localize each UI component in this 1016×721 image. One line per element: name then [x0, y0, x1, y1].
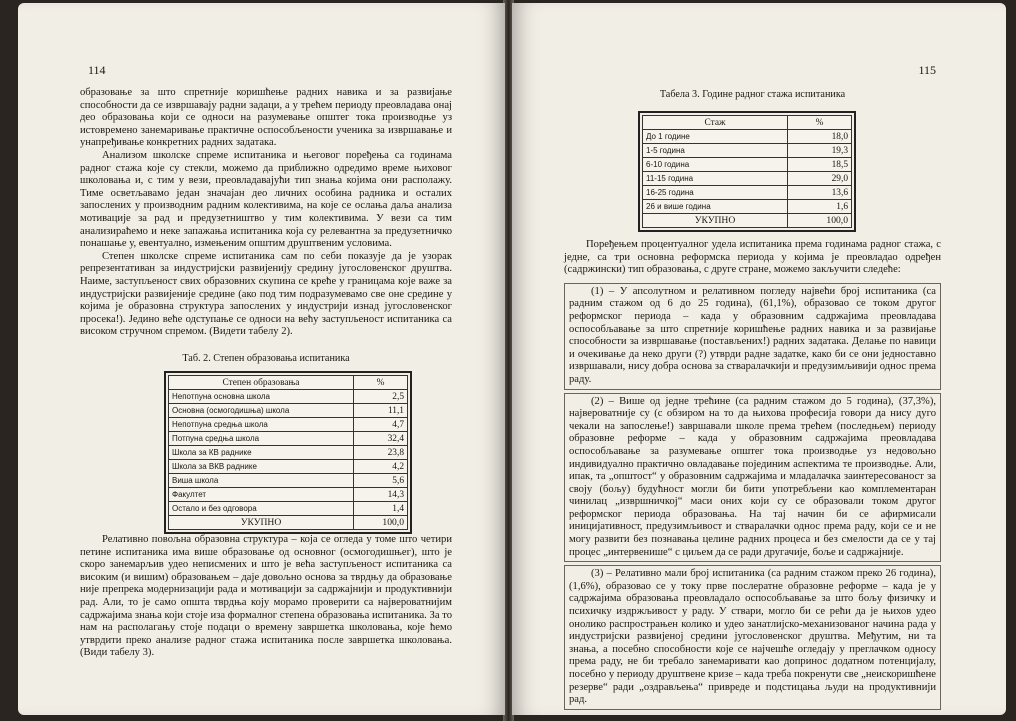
table-cell: 18,5: [788, 158, 852, 172]
table-header-row: [643, 116, 852, 130]
right-text: [564, 239, 941, 713]
table-cell: 1,4: [354, 502, 408, 516]
paragraph: (3) – Релативно мали број испитаника (са радним стажом преко 26 година), (1,6%), образовао се у току прве послератне образовне реформе – када је у садржајима образовања преовладало оспособљавање за што бољу физичку и психичку издржљивост у раду. У ствари, могло би се рећи да је њихов удео онолико распрострањен колико и удео занатлијско-механизованог начина рада у индустријски развијеној средини југословенског друштва. Међутим, ни та знања, а посебно способности које се најчешће огледају у преглачком односу према раду, не би требало занемаривати као допринос додатном потенцијалу, посебно у периоду друштвене кризе – када треба покренути све „неискоришћене резерве“ ради „оздрављења“ привреде и подстицања људи на продуктивнији рад.: [564, 565, 941, 710]
table-row: [643, 200, 852, 214]
page-number-left: 114: [88, 63, 106, 77]
table-cell: 11-15 година: [643, 172, 788, 186]
table-2: [168, 375, 408, 530]
right-page: [512, 3, 1006, 715]
table-cell: 29,0: [788, 172, 852, 186]
paragraph: (2) – Више од једне трећине (са радним стажом до 5 година), (37,3%), највероватније су (с обзиром на то да њихова професија говори да нису дуго чекали на запослење!) завршавали школе према трећем (последњем) периоду образовне реформе – када у образовним садржајима преовладава оспособљавање за разумевање општег тока производње уз недовољно индивидуално практично овладавање појединим аспектима те производње. Али, ипак, та „општост“ у образовним садржајима и младалачка заинтересованост за своју (бољу) будућност могли би бити употребљени као комплементаран чинилац „извршничкој“ маси оних који су се образовали током другог реформског периода образовања. На тај начин би се афирмисали иницијативност, предузимљивост и стваралачки однос према раду, који се и не могу развити без познавања целине радних процеса и без смелости да се у тај процес „интервенише“ с циљем да се ради другачије, боље и садржајније.: [564, 393, 941, 563]
table-cell: 100,0: [788, 214, 852, 228]
table-cell: 13,6: [788, 186, 852, 200]
left-text-bottom: [80, 534, 452, 660]
table-2-caption: Таб. 2. Степен образовања испитаника: [182, 353, 350, 364]
table-cell: 2,5: [354, 390, 408, 404]
table-cell: 6-10 година: [643, 158, 788, 172]
table-cell: 4,2: [354, 460, 408, 474]
table-header-cell: %: [788, 116, 852, 130]
table-cell: Школа за ВКВ раднике: [169, 460, 354, 474]
table-cell: 11,1: [354, 404, 408, 418]
table-row: [169, 418, 408, 432]
left-text-top: [80, 87, 452, 339]
table-cell: 5,6: [354, 474, 408, 488]
table-header-cell: Степен образовања: [169, 376, 354, 390]
paragraph: Поређењем процентуалног удела испитаника према годинама радног стажа, с једне, са три основна реформска периода у којима је преовладао одређен (садржински) тип образовања, с друге стране, можемо закључити следеће:: [564, 239, 941, 276]
table-3: [642, 115, 852, 228]
table-row: [643, 186, 852, 200]
paragraph: образовање за што спретније коришћење радних навика и за развијање способности да се извршавају радни задаци, а у трећем периоду преовладава онај део образовања који се односи на разумевање општег тока производње уз истовремено занемаривање практичне оспособљености ученика за извршавање и унапређивање конкретних радних задатака.: [80, 87, 452, 149]
table-cell: Виша школа: [169, 474, 354, 488]
table-cell: Факултет: [169, 488, 354, 502]
table-header-row: [169, 376, 408, 390]
table-cell: Непотпуна основна школа: [169, 390, 354, 404]
table-cell: 14,3: [354, 488, 408, 502]
table-header-cell: Стаж: [643, 116, 788, 130]
table-cell: УКУПНО: [169, 516, 354, 530]
table-row: [169, 390, 408, 404]
table-cell: Школа за КВ раднике: [169, 446, 354, 460]
table-cell: 1,6: [788, 200, 852, 214]
table-cell: 100,0: [354, 516, 408, 530]
table-row: [643, 172, 852, 186]
table-header-cell: %: [354, 376, 408, 390]
table-cell: Потпуна средња школа: [169, 432, 354, 446]
table-row: [169, 432, 408, 446]
table-cell: 26 и више година: [643, 200, 788, 214]
table-total-row: [169, 516, 408, 530]
paragraph: Релативно повољна образовна структура – која се огледа у томе што четири петине испитаника има више образовање од основног (осмогодишњег), што је скоро занемарљив удео неписмених и што је већа заступљеност испитаника са високим (и вишим) образовањем – даје довољно основа за тврдњу да образовање није препрека модернизацији рада и мотивацији за садржајнији и продуктивнији рад. Али, то је само општа тврдња коју морамо проверити са највероватнијим садржајима знања који стоје иза формалног степена образовања испитаника. За то нам на располагању стоје подаци о времену завршетка школовања, које ћемо утврдити преко анализе радног стажа испитаника после завршетка школовања. (Види табелу 3).: [80, 534, 452, 659]
left-page: [18, 3, 505, 715]
table-cell: 4,7: [354, 418, 408, 432]
table-row: [169, 460, 408, 474]
table-cell: 23,8: [354, 446, 408, 460]
table-row: [643, 158, 852, 172]
table-cell: Остало и без одговора: [169, 502, 354, 516]
table-cell: 19,3: [788, 144, 852, 158]
table-3-caption: Табела 3. Године радног стажа испитаника: [659, 89, 846, 100]
table-row: [169, 474, 408, 488]
table-cell: Непотпуна средња школа: [169, 418, 354, 432]
table-row: [643, 144, 852, 158]
table-row: [169, 404, 408, 418]
table-row: [643, 130, 852, 144]
table-cell: УКУПНО: [643, 214, 788, 228]
table-cell: 1-5 година: [643, 144, 788, 158]
table-total-row: [643, 214, 852, 228]
table-row: [169, 446, 408, 460]
paragraph: Степен школске спреме испитаника сам по себи показује да је узорак репрезентативан за индустријски развијенију средину југословенског друштва. Наиме, заступљеност свих образовних скупина се креће у границама које важе за индустријски развијеније средине (ако под тим подразумевамо све оне средине у којима је образовна структура запослених у индустрији изнад југословенског просека!). Једино веће одступање се односи на већу заступљеност испитаника са високом стручном спремом. (Видети табелу 2).: [80, 250, 452, 338]
paragraph: Анализом школске спреме испитаника и његовог поређења са годинама радног стажа које су стекли, можемо да приближно одредимо време њиховог школовања и, с тим у вези, преовладавајући тип знања којима они располажу. Тиме осветљавамо један значајан део личних особина радника и осталих запослених у производним радним колективима, на које се ослања даља анализа мотивације за рад и предузетништво у тим колективима. У вези са тим анализираћемо и неке запажања испитаника која су релевантна за предузетничко понашање у, евентуално, измењеним општим друштвеним условима.: [80, 149, 452, 250]
table-cell: 32,4: [354, 432, 408, 446]
table-cell: До 1 године: [643, 130, 788, 144]
table-cell: 16-25 година: [643, 186, 788, 200]
paragraph: (1) – У апсолутном и релативном погледу највећи број испитаника (са радним стажом од 6 до 25 година), (61,1%), образовао се током другог реформског периода – када у образовним садржајима преовладава оспособљавање за што спретније коришћење радних навика и за развијање способности за извршавање (постављених!) радних задатака. Делање по навици и очекивање да неко други (?) утврди радне задатке, како би се они једноставно извршавали, нису добра основа за стваралачкији и предузимљивији однос према раду.: [564, 283, 941, 390]
table-row: [169, 502, 408, 516]
table-cell: 18,0: [788, 130, 852, 144]
table-cell: Основна (осмогодишња) школа: [169, 404, 354, 418]
table-row: [169, 488, 408, 502]
page-number-right: 115: [918, 63, 936, 77]
